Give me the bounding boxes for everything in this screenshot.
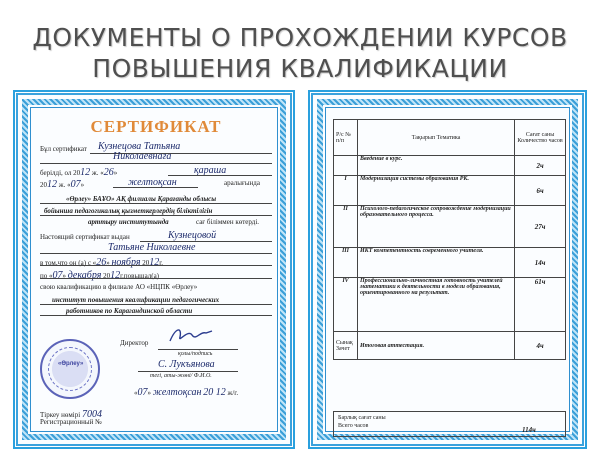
header-number: Р/с № п/п <box>334 120 358 156</box>
official-stamp: «Өрлеу» <box>40 339 100 399</box>
header-topic: Тақырып Тематика <box>357 120 514 156</box>
table-row: I Модернизация системы образования РК. 6ч <box>334 176 566 206</box>
director-label: Директор <box>120 339 149 347</box>
slide-title-line-1: ДОКУМЕНТЫ О ПРОХОЖДЕНИИ КУРСОВ <box>32 23 568 52</box>
total-label-kz: Барлық сағат саны <box>338 415 386 421</box>
certificate-heading: СЕРТИФИКАТ <box>90 117 222 136</box>
org-kz-line-3-end: сағ біліммен көтерді. <box>196 218 260 226</box>
topics-table <box>333 119 566 360</box>
table-row: Введение в курс. 2ч <box>334 156 566 176</box>
registration-label-kz: Тіркеу нөмірі 7004 <box>40 409 102 420</box>
line3-text: 2012 ж. «07» <box>40 179 85 190</box>
institute-line-1: институт повышения квалификации педагогических <box>52 296 220 304</box>
registration-label-ru: Регистрационный № <box>40 418 102 426</box>
certificate-back <box>311 93 584 446</box>
name-caption: тегі, аты-жөні/ Ф.И.О. <box>150 373 212 379</box>
holder-label-kz: Бұл сертификат <box>40 145 87 153</box>
org-kz-line-2: бойынша педагогикалық қызметкерлердің біліктілігін <box>44 207 213 215</box>
signature-caption: қолы/подпись <box>178 351 213 357</box>
org-kz-line-1: «Өрлеу» БАҰО» АҚ филиалы Қарағанды облысы <box>66 195 217 203</box>
total-hours-box <box>333 411 566 437</box>
holder-surname: Кузнецова Татьяна <box>98 141 181 152</box>
issued-names: Татьяне Николаевне <box>108 242 196 253</box>
header-hours: Сағат саны Количество часов <box>515 120 566 156</box>
start-month-kz: қараша <box>194 165 227 176</box>
slide-title <box>0 22 600 84</box>
issued-label: Настоящий сертификат выдан <box>40 233 130 241</box>
total-hours-value: 114ч <box>522 426 536 434</box>
issue-date: «07» желтоқсан 20 12 ж/г. <box>134 387 239 398</box>
table-row: IV Профессионально-личностная готовность учителей математики к деятельности в модели образования, ориентированного на результат. 61ч <box>334 278 566 332</box>
table-row: Сынақ Зачет Итоговая аттестация. 4ч <box>334 332 566 360</box>
director-name: С. Лукъянова <box>158 359 215 370</box>
line2-text: берілді, ол 2012 ж. «26» <box>40 167 118 178</box>
certificate-front <box>16 93 292 446</box>
end-month-kz: желтоқсан <box>128 177 177 188</box>
table-row: II Психолого-педагогическое сопровождение модернизации образовательного процесса. 27ч <box>334 206 566 248</box>
branch-line: свою квалификацию в филиале АО «НЦПК «Өрлеу» <box>40 283 198 291</box>
issued-surname: Кузнецовой <box>168 230 217 241</box>
slide-title-line-2: ПОВЫШЕНИЯ КВАЛИФИКАЦИИ <box>92 54 508 83</box>
period-line-1: в том,что он (а) с «26» ноября 2012г. <box>40 257 164 268</box>
institute-line-2: работников по Карагандинской области <box>66 307 193 315</box>
director-signature <box>166 323 216 347</box>
period-line-2: по «07» декабря 2012г.повышал(а) <box>40 270 160 281</box>
table-row: III ИКТ компетентность современного учителя. 14ч <box>334 248 566 278</box>
org-kz-line-3: арттыру институтында <box>88 218 169 226</box>
total-label-ru: Всего часов <box>338 423 369 429</box>
table-header-row <box>334 120 566 156</box>
line3-end: аралығында <box>224 179 260 187</box>
holder-patronymic: Николаевнаға <box>113 151 172 162</box>
